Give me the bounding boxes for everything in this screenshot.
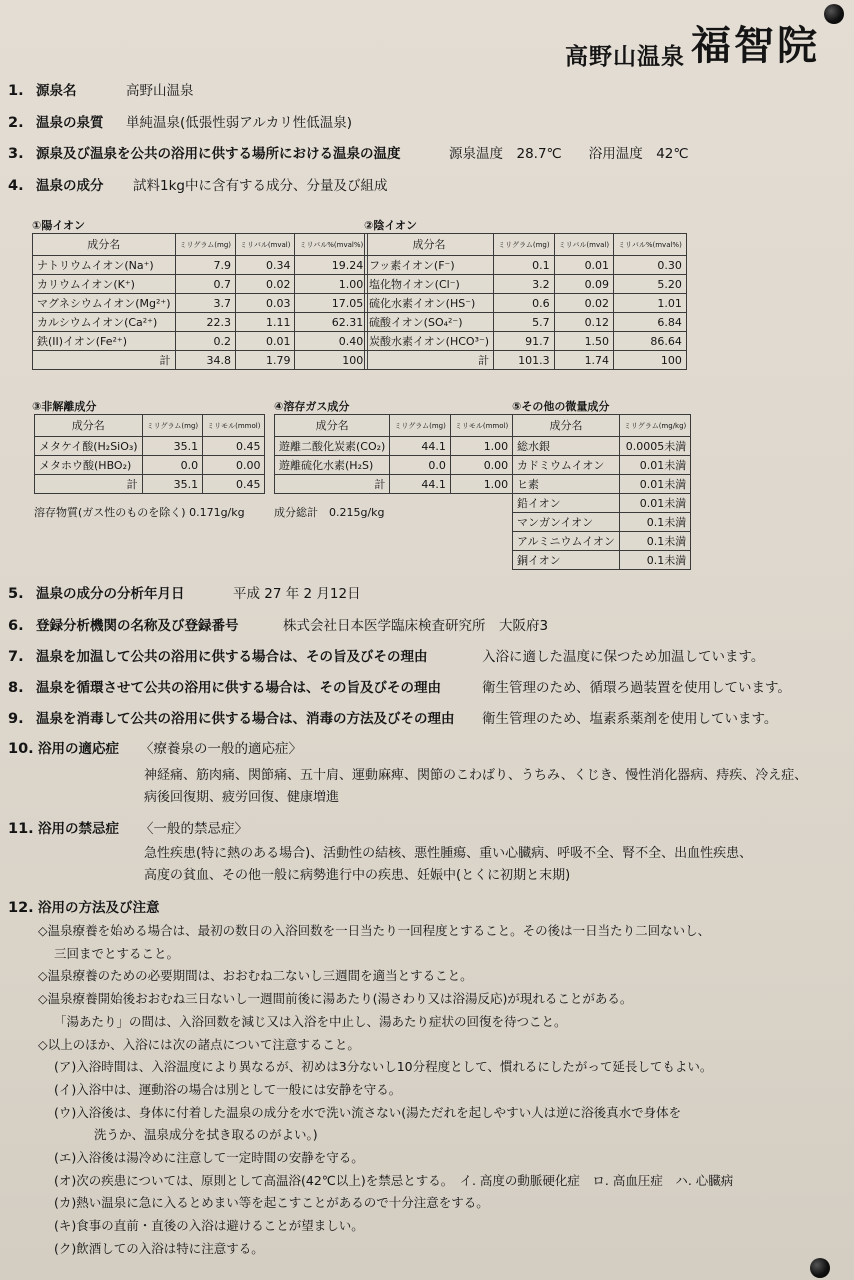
- section-title: 源泉及び温泉を公共の浴用に供する場所における温泉の温度: [36, 146, 401, 162]
- section-value: 試料1kg中に含有する成分、分量及び組成: [133, 178, 388, 194]
- section-title: 浴用の方法及び注意: [38, 900, 160, 916]
- table-row: [275, 437, 513, 456]
- table-cell: 0.01未満: [619, 494, 690, 513]
- table-cell: 0.6: [494, 294, 555, 313]
- section-10-body: [144, 765, 807, 809]
- section-3: [8, 145, 689, 163]
- column-header: 成分名: [365, 234, 494, 256]
- column-header: ミリモル(mmol): [450, 415, 512, 437]
- section-10: [8, 740, 302, 758]
- cation-table: [32, 233, 368, 370]
- section-5: [8, 585, 361, 603]
- table-row: [365, 256, 687, 275]
- section-number: 7.: [8, 649, 24, 665]
- section-number: 6.: [8, 618, 24, 634]
- section-4: [8, 177, 387, 195]
- table-cell: 1.01: [614, 294, 687, 313]
- table-cell: 炭酸水素イオン(HCO³⁻): [365, 332, 494, 351]
- section-11: [8, 820, 248, 838]
- table-header-row: [513, 415, 691, 437]
- column-header: ミリバル(mval): [236, 234, 295, 256]
- table-cell: 0.34: [236, 256, 295, 275]
- table-row: [365, 294, 687, 313]
- table-header-row: [275, 415, 513, 437]
- section-number: 1.: [8, 83, 24, 99]
- table-row: [513, 437, 691, 456]
- table-cell: カドミウムイオン: [513, 456, 620, 475]
- table-cell: 1.00: [450, 475, 512, 494]
- table-cell: 1.11: [236, 313, 295, 332]
- section-number: 8.: [8, 680, 24, 696]
- table-cell: 0.45: [203, 475, 265, 494]
- section-8: [8, 679, 791, 697]
- table-cell: 塩化物イオン(Cl⁻): [365, 275, 494, 294]
- nondissociated-table: [34, 414, 265, 494]
- table-cell: 17.05: [295, 294, 368, 313]
- section-value: 衛生管理のため、循環ろ過装置を使用しています。: [482, 680, 791, 696]
- dissolved-solids-note: 溶存物質(ガス性のものを除く) 0.171g/kg: [34, 506, 245, 519]
- table-cell: 遊離硫化水素(H₂S): [275, 456, 390, 475]
- section-2: [8, 114, 352, 132]
- section-title: 源泉名: [36, 83, 77, 99]
- table-cell: 3.2: [494, 275, 555, 294]
- table-total-row: [35, 475, 265, 494]
- column-header: ミリグラム(mg): [494, 234, 555, 256]
- table-cell: 0.40: [295, 332, 368, 351]
- table-cell: ヒ素: [513, 475, 620, 494]
- usage-line: ◇温泉療養開始後おおむね三日ないし一週間前後に湯あたり(湯さわり又は浴湯反応)が現れることがある。: [38, 991, 633, 1007]
- table-header-row: [365, 234, 687, 256]
- gas-table: [274, 414, 513, 494]
- table-cell: 0.1未満: [619, 513, 690, 532]
- trace-table: [512, 414, 691, 570]
- cation-table-title: ①陽イオン: [32, 219, 85, 232]
- table-cell: 100: [295, 351, 368, 370]
- section-value: 平成 27 年 2 月12日: [233, 586, 361, 602]
- section-number: 11.: [8, 821, 34, 837]
- anion-table: [364, 233, 687, 370]
- table-cell: 35.1: [142, 437, 203, 456]
- table-cell: 計: [33, 351, 176, 370]
- table-cell: 0.02: [554, 294, 613, 313]
- table-row: [35, 437, 265, 456]
- table-cell: マンガンイオン: [513, 513, 620, 532]
- table-cell: 0.2: [175, 332, 236, 351]
- column-header: ミリグラム(mg): [175, 234, 236, 256]
- table-row: [513, 456, 691, 475]
- table-cell: 0.30: [614, 256, 687, 275]
- table-cell: 7.9: [175, 256, 236, 275]
- section-title: 温泉を消毒して公共の浴用に供する場合は、消毒の方法及びその理由: [36, 711, 455, 727]
- table-row: [33, 275, 368, 294]
- section-title: 浴用の適応症: [38, 741, 119, 757]
- table-cell: 鉛イオン: [513, 494, 620, 513]
- table-row: [33, 294, 368, 313]
- section-value: 源泉温度 28.7℃ 浴用温度 42℃: [449, 146, 689, 162]
- column-header: ミリバル%(mval%): [614, 234, 687, 256]
- contraindications-line-1: 急性疾患(特に熱のある場合)、活動性の結核、悪性腫瘍、重い心臓病、呼吸不全、腎不全、出血性疾患、: [144, 846, 753, 861]
- table-cell: 0.00: [203, 456, 265, 475]
- pushpin-top-right: [824, 4, 844, 24]
- table-header-row: [33, 234, 368, 256]
- section-9: [8, 710, 777, 728]
- section-number: 3.: [8, 146, 24, 162]
- section-number: 10.: [8, 741, 34, 757]
- indications-line-2: 病後回復期、疲労回復、健康増進: [144, 790, 340, 805]
- section-title: 登録分析機関の名称及び登録番号: [36, 618, 239, 634]
- table-row: [35, 456, 265, 475]
- total-components-note: 成分総計 0.215g/kg: [274, 506, 385, 519]
- table-cell: 0.1: [494, 256, 555, 275]
- table-cell: 34.8: [175, 351, 236, 370]
- section-title: 温泉を循環させて公共の浴用に供する場合は、その旨及びその理由: [36, 680, 441, 696]
- table-total-row: [275, 475, 513, 494]
- section-12: [8, 899, 160, 917]
- table-cell: 0.7: [175, 275, 236, 294]
- table-cell: 62.31: [295, 313, 368, 332]
- usage-line: ◇温泉療養のための必要期間は、おおむね二ないし三週間を適当とすること。: [38, 968, 473, 984]
- section-value: 高野山温泉: [126, 83, 194, 99]
- table-cell: 0.12: [554, 313, 613, 332]
- table-row: [513, 475, 691, 494]
- table-cell: 0.01未満: [619, 456, 690, 475]
- table-cell: メタケイ酸(H₂SiO₃): [35, 437, 143, 456]
- table-row: [33, 313, 368, 332]
- table-row: [513, 513, 691, 532]
- section-title: 浴用の禁忌症: [38, 821, 119, 837]
- usage-line: (オ)次の疾患については、原則として高温浴(42℃以上)を禁忌とする。 イ. 高度の動脈硬化症 ロ. 高血圧症 ハ. 心臓病: [54, 1172, 734, 1188]
- table-cell: 101.3: [494, 351, 555, 370]
- table-cell: 100: [614, 351, 687, 370]
- section-number: 9.: [8, 711, 24, 727]
- table-cell: 0.0: [142, 456, 203, 475]
- section-title: 温泉の成分: [36, 178, 104, 194]
- usage-line: (カ)熱い温泉に急に入るとめまい等を起こすことがあるので十分注意をする。: [54, 1195, 489, 1211]
- table-cell: 計: [35, 475, 143, 494]
- table-cell: 0.1未満: [619, 532, 690, 551]
- table-cell: メタホウ酸(HBO₂): [35, 456, 143, 475]
- table-row: [365, 332, 687, 351]
- table-cell: 0.02: [236, 275, 295, 294]
- table-cell: 44.1: [390, 437, 451, 456]
- table-cell: 計: [275, 475, 390, 494]
- table-row: [513, 494, 691, 513]
- header-hot-spring-name: 高野山温泉: [565, 43, 685, 70]
- table-cell: 計: [365, 351, 494, 370]
- table-cell: 22.3: [175, 313, 236, 332]
- pushpin-bottom-right: [810, 1258, 830, 1278]
- indications-line-1: 神経痛、筋肉痛、関節痛、五十肩、運動麻痺、関節のこわばり、うちみ、くじき、慢性消化器病、痔疾、冷え症、: [144, 768, 808, 783]
- section-6: [8, 617, 548, 635]
- usage-line: ◇以上のほか、入浴には次の諸点について注意すること。: [38, 1036, 360, 1052]
- table-total-row: [33, 351, 368, 370]
- usage-line: 「湯あたり」の間は、入浴回数を減じ又は入浴を中止し、湯あたり症状の回復を待つこと。: [54, 1013, 567, 1029]
- table-row: [513, 532, 691, 551]
- table-cell: 6.84: [614, 313, 687, 332]
- table-cell: 0.0005未満: [619, 437, 690, 456]
- table-cell: ナトリウムイオン(Na⁺): [33, 256, 176, 275]
- column-header: ミリグラム(mg): [390, 415, 451, 437]
- header-title: [565, 14, 820, 71]
- anion-table-title: ②陰イオン: [364, 219, 417, 232]
- section-1: [8, 82, 194, 100]
- section-number: 2.: [8, 115, 24, 131]
- usage-line: 洗うか、温泉成分を拭き取るのがよい。): [94, 1127, 318, 1143]
- table-cell: マグネシウムイオン(Mg²⁺): [33, 294, 176, 313]
- usage-notes: [38, 920, 733, 1261]
- section-value: 単純温泉(低張性弱アルカリ性低温泉): [126, 115, 352, 131]
- header-temple-name: 福智院: [691, 22, 820, 69]
- table-cell: 0.01未満: [619, 475, 690, 494]
- table-row: [513, 551, 691, 570]
- section-value: 入浴に適した温度に保つため加温しています。: [482, 649, 765, 665]
- table-cell: 0.01: [236, 332, 295, 351]
- table-cell: 35.1: [142, 475, 203, 494]
- table-cell: アルミニウムイオン: [513, 532, 620, 551]
- table-cell: 19.24: [295, 256, 368, 275]
- table-cell: 86.64: [614, 332, 687, 351]
- section-value: 〈一般的禁忌症〉: [140, 821, 248, 837]
- section-title: 温泉の成分の分析年月日: [36, 586, 185, 602]
- section-title: 温泉の泉質: [36, 115, 104, 131]
- section-number: 12.: [8, 900, 34, 916]
- table-cell: カルシウムイオン(Ca²⁺): [33, 313, 176, 332]
- table-row: [365, 313, 687, 332]
- table-row: [33, 256, 368, 275]
- table-cell: 0.45: [203, 437, 265, 456]
- nondissociated-table-title: ③非解離成分: [32, 400, 97, 413]
- column-header: 成分名: [33, 234, 176, 256]
- trace-table-title: ⑤その他の微量成分: [512, 400, 610, 413]
- usage-line: (イ)入浴中は、運動浴の場合は別として一般には安静を守る。: [54, 1081, 402, 1097]
- table-header-row: [35, 415, 265, 437]
- usage-line: (キ)食事の直前・直後の入浴は避けることが望ましい。: [54, 1218, 364, 1234]
- table-cell: 0.03: [236, 294, 295, 313]
- table-cell: 91.7: [494, 332, 555, 351]
- table-cell: フッ素イオン(F⁻): [365, 256, 494, 275]
- table-cell: 硫化水素イオン(HS⁻): [365, 294, 494, 313]
- column-header: 成分名: [35, 415, 143, 437]
- section-value: 衛生管理のため、塩素系薬剤を使用しています。: [482, 711, 778, 727]
- table-cell: 0.1未満: [619, 551, 690, 570]
- column-header: ミリグラム(mg): [142, 415, 203, 437]
- table-cell: 硫酸イオン(SO₄²⁻): [365, 313, 494, 332]
- table-cell: 0.00: [450, 456, 512, 475]
- section-11-body: [144, 843, 752, 887]
- table-cell: カリウムイオン(K⁺): [33, 275, 176, 294]
- table-cell: 0.0: [390, 456, 451, 475]
- gas-table-title: ④溶存ガス成分: [274, 400, 350, 413]
- table-cell: 0.09: [554, 275, 613, 294]
- table-cell: 5.7: [494, 313, 555, 332]
- column-header: ミリバル%(mval%): [295, 234, 368, 256]
- table-cell: 鉄(II)イオン(Fe²⁺): [33, 332, 176, 351]
- table-row: [275, 456, 513, 475]
- column-header: 成分名: [513, 415, 620, 437]
- column-header: ミリモル(mmol): [203, 415, 265, 437]
- table-row: [365, 275, 687, 294]
- table-row: [33, 332, 368, 351]
- column-header: ミリバル(mval): [554, 234, 613, 256]
- table-cell: 銅イオン: [513, 551, 620, 570]
- table-cell: 1.00: [450, 437, 512, 456]
- section-number: 5.: [8, 586, 24, 602]
- usage-line: 三回までとすること。: [54, 945, 180, 961]
- table-cell: 1.50: [554, 332, 613, 351]
- table-cell: 1.79: [236, 351, 295, 370]
- section-7: [8, 648, 764, 666]
- table-cell: 5.20: [614, 275, 687, 294]
- section-value: 株式会社日本医学臨床検査研究所 大阪府3: [283, 618, 549, 634]
- table-cell: 0.01: [554, 256, 613, 275]
- table-cell: 遊離二酸化炭素(CO₂): [275, 437, 390, 456]
- table-total-row: [365, 351, 687, 370]
- table-cell: 1.00: [295, 275, 368, 294]
- table-cell: 総水銀: [513, 437, 620, 456]
- table-cell: 44.1: [390, 475, 451, 494]
- column-header: ミリグラム(mg/kg): [619, 415, 690, 437]
- section-value: 〈療養泉の一般的適応症〉: [140, 741, 302, 757]
- usage-line: (ク)飲酒しての入浴は特に注意する。: [54, 1240, 264, 1256]
- section-number: 4.: [8, 178, 24, 194]
- table-cell: 1.74: [554, 351, 613, 370]
- table-cell: 3.7: [175, 294, 236, 313]
- column-header: 成分名: [275, 415, 390, 437]
- usage-line: ◇温泉療養を始める場合は、最初の数日の入浴回数を一日当たり一回程度とすること。その後は一日当たり二回ないし、: [38, 923, 711, 938]
- usage-line: (ア)入浴時間は、入浴温度により異なるが、初めは3分ないし10分程度として、慣れるにしたがって延長してもよい。: [54, 1059, 713, 1075]
- contraindications-line-2: 高度の貧血、その他一般に病勢進行中の疾患、妊娠中(とくに初期と末期): [144, 868, 571, 883]
- usage-line: (ウ)入浴後は、身体に付着した温泉の成分を水で洗い流さない(湯ただれを起しやすい人は逆に浴後真水で身体を: [54, 1104, 682, 1120]
- section-title: 温泉を加温して公共の浴用に供する場合は、その旨及びその理由: [36, 649, 428, 665]
- usage-line: (エ)入浴後は湯冷めに注意して一定時間の安静を守る。: [54, 1150, 364, 1166]
